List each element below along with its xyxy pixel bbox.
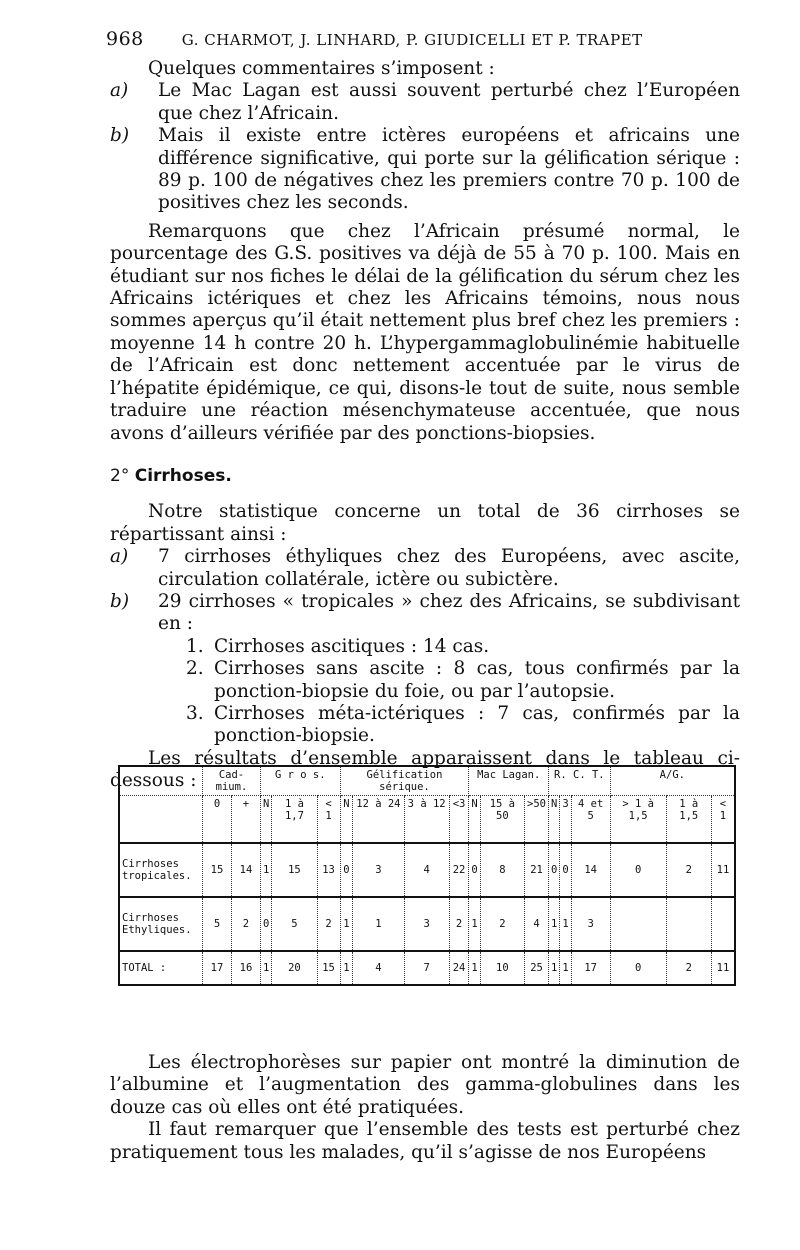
table-cell: 14 — [571, 843, 610, 897]
table-subheader: 0 — [203, 796, 232, 844]
sub-item — [110, 658, 740, 703]
table-cell: 8 — [480, 843, 524, 897]
table-cell: 17 — [203, 951, 232, 985]
table-cell: 4 — [525, 897, 549, 951]
table-cell — [666, 897, 711, 951]
table-cell — [711, 897, 735, 951]
table-cell: 3 — [571, 897, 610, 951]
table-cell: 7 — [404, 951, 449, 985]
table-row — [119, 951, 735, 985]
table-cell: 1 — [469, 897, 480, 951]
table-cell: 5 — [272, 897, 317, 951]
paragraph: Notre statistique concerne un total de 36 cirrhoses se répartissant ainsi : — [110, 501, 740, 545]
table-subheader: 4 et 5 — [571, 796, 610, 844]
results-table — [118, 765, 736, 986]
table-cell: 1 — [260, 951, 271, 985]
table-group-header: G r o s. — [260, 766, 340, 796]
table-cell: 5 — [203, 897, 232, 951]
table-cell: 13 — [317, 843, 340, 897]
item-text: 29 cirrhoses « tropicales » chez des Africains, se subdivisant en : — [158, 590, 740, 635]
table-cell: 1 — [549, 951, 560, 985]
table-subheader: 3 — [560, 796, 571, 844]
table-subheader: < 1 — [317, 796, 340, 844]
table-corner — [119, 766, 203, 796]
sub-item-label: 2. — [186, 658, 204, 680]
paragraph: Il faut remarquer que l’ensemble des tests est perturbé chez pratiquement tous les malades, qu’il s’agisse de nos Européens — [110, 1119, 740, 1163]
paragraph: Les électrophorèses sur papier ont montré la diminution de l’albumine et l’augmentation des gamma-globulines dans les douze cas où elles ont été pratiquées. — [110, 1052, 740, 1118]
table-cell: 0 — [610, 951, 666, 985]
body-text — [110, 58, 740, 793]
table-cell: 25 — [525, 951, 549, 985]
running-title: G. CHARMOT, J. LINHARD, P. GIUDICELLI ET P. TRAPET — [181, 31, 643, 49]
table-subheader: >50 — [525, 796, 549, 844]
row-label: Cirrhoses Ethyliques. — [119, 897, 203, 951]
table-cell: 14 — [231, 843, 260, 897]
table-cell: 11 — [711, 843, 735, 897]
sub-item-text: Cirrhoses ascitiques : 14 cas. — [214, 635, 490, 657]
table-subheader: N — [340, 796, 353, 844]
item-text: 7 cirrhoses éthyliques chez des Européens, avec ascite, circulation collatérale, ictère ou subictère. — [158, 546, 740, 590]
table-cell: 11 — [711, 951, 735, 985]
table-cell: 0 — [469, 843, 480, 897]
item-label: b) — [110, 590, 130, 612]
table-cell: 0 — [560, 843, 571, 897]
sub-item-text: Cirrhoses méta-ictériques : 7 cas, confirmés par la ponction-biopsie. — [214, 702, 740, 747]
table-group-header: Mac Lagan. — [469, 766, 549, 796]
intro-paragraph: Quelques commentaires s’imposent : — [148, 58, 495, 79]
sub-item-label: 1. — [186, 635, 204, 657]
item-label: a) — [110, 80, 129, 102]
table-cell: 2 — [480, 897, 524, 951]
table-group-header: Gélification sérique. — [340, 766, 469, 796]
list-item — [110, 80, 740, 125]
table-subheader: + — [231, 796, 260, 844]
table-cell: 20 — [272, 951, 317, 985]
table-subheader: > 1 à 1,5 — [610, 796, 666, 844]
table-subheader: N — [469, 796, 480, 844]
table-cell: 3 — [353, 843, 404, 897]
table-row — [119, 843, 735, 897]
table-subheader: 1 à 1,7 — [272, 796, 317, 844]
list-item — [110, 125, 740, 215]
table-group-header: R. C. T. — [549, 766, 611, 796]
table-cell: 0 — [610, 843, 666, 897]
table-cell: 15 — [203, 843, 232, 897]
table-subheader: N — [260, 796, 271, 844]
table-cell: 4 — [404, 843, 449, 897]
table-cell: 1 — [560, 951, 571, 985]
page — [106, 28, 740, 793]
table-header-groups — [119, 766, 735, 796]
sub-item-label: 3. — [186, 702, 204, 724]
section-heading — [110, 465, 740, 487]
table-cell: 16 — [231, 951, 260, 985]
table-cell: 1 — [340, 951, 353, 985]
row-label: TOTAL : — [119, 951, 203, 985]
closing-text — [110, 1052, 740, 1164]
table-subheader: 15 à 50 — [480, 796, 524, 844]
table-cell: 2 — [666, 843, 711, 897]
sub-item — [110, 636, 740, 658]
sub-item — [110, 703, 740, 748]
table-cell: 1 — [353, 897, 404, 951]
item-text: Mais il existe entre ictères européens et africains une différence significative, qui porte sur la gélification sérique : 89 p. 100 de négatives chez les premiers contre 70 p. 100 de positives chez les seconds. — [158, 125, 740, 214]
table-subheader: 1 à 1,5 — [666, 796, 711, 844]
table-cell — [610, 897, 666, 951]
table-corner — [119, 796, 203, 844]
table-subheader: < 1 — [711, 796, 735, 844]
list-item — [110, 546, 740, 591]
table-cell: 1 — [469, 951, 480, 985]
table-cell: 21 — [525, 843, 549, 897]
table-row — [119, 897, 735, 951]
table-cell: 2 — [666, 951, 711, 985]
table-cell: 0 — [340, 843, 353, 897]
table-subheader-row — [119, 796, 735, 844]
table-cell: 3 — [404, 897, 449, 951]
table-cell: 2 — [231, 897, 260, 951]
item-label: a) — [110, 546, 129, 568]
list-item — [110, 591, 740, 636]
table-group-header: Cad-mium. — [203, 766, 261, 796]
table-cell: 1 — [340, 897, 353, 951]
paragraph: Les résultats d’ensemble apparaissent dans le tableau ci-dessous : — [110, 747, 740, 792]
table-cell: 2 — [317, 897, 340, 951]
item-text: Le Mac Lagan est aussi souvent perturbé chez l’Européen que chez l’Africain. — [158, 80, 740, 124]
running-header — [106, 28, 740, 58]
table-cell: 22 — [449, 843, 469, 897]
table-subheader: 12 à 24 — [353, 796, 404, 844]
table-subheader: <3 — [449, 796, 469, 844]
table-cell: 1 — [560, 897, 571, 951]
table-cell: 10 — [480, 951, 524, 985]
table-cell: 0 — [549, 843, 560, 897]
table-cell: 4 — [353, 951, 404, 985]
sub-item-text: Cirrhoses sans ascite : 8 cas, tous confirmés par la ponction-biopsie du foie, ou par l’autopsie. — [214, 658, 740, 702]
table-cell: 1 — [549, 897, 560, 951]
table-subheader: N — [549, 796, 560, 844]
table-cell: 17 — [571, 951, 610, 985]
table-cell: 15 — [272, 843, 317, 897]
table-cell: 24 — [449, 951, 469, 985]
row-label: Cirrhoses tropicales. — [119, 843, 203, 897]
table-cell: 1 — [260, 843, 271, 897]
paragraph: Remarquons que chez l’Africain présumé normal, le pourcentage des G.S. positives va déjà de 55 à 70 p. 100. Mais en étudiant sur nos fiches le délai de la gélification du sérum chez les Africains ictériques et chez les Africains témoins, nous nous sommes aperçus qu’il était nettement plus bref chez les premiers : moyenne 14 h contre 20 h. L’hypergammaglobulinémie habituelle de l’Africain est donc nettement accentuée par le virus de l’hépatite épidémique, ce qui, disons-le tout de suite, nous semble traduire une réaction mésenchymateuse accentuée, que nous avons d’ailleurs vérifiée par des ponctions-biopsies. — [110, 220, 740, 444]
page-number: 968 — [106, 28, 144, 50]
item-label: b) — [110, 125, 130, 147]
table-cell: 2 — [449, 897, 469, 951]
table-group-header: A/G. — [610, 766, 735, 796]
table-cell: 15 — [317, 951, 340, 985]
section-title: Cirrhoses. — [134, 465, 232, 486]
table-cell: 0 — [260, 897, 271, 951]
table-subheader: 3 à 12 — [404, 796, 449, 844]
section-number: 2° — [110, 465, 130, 486]
